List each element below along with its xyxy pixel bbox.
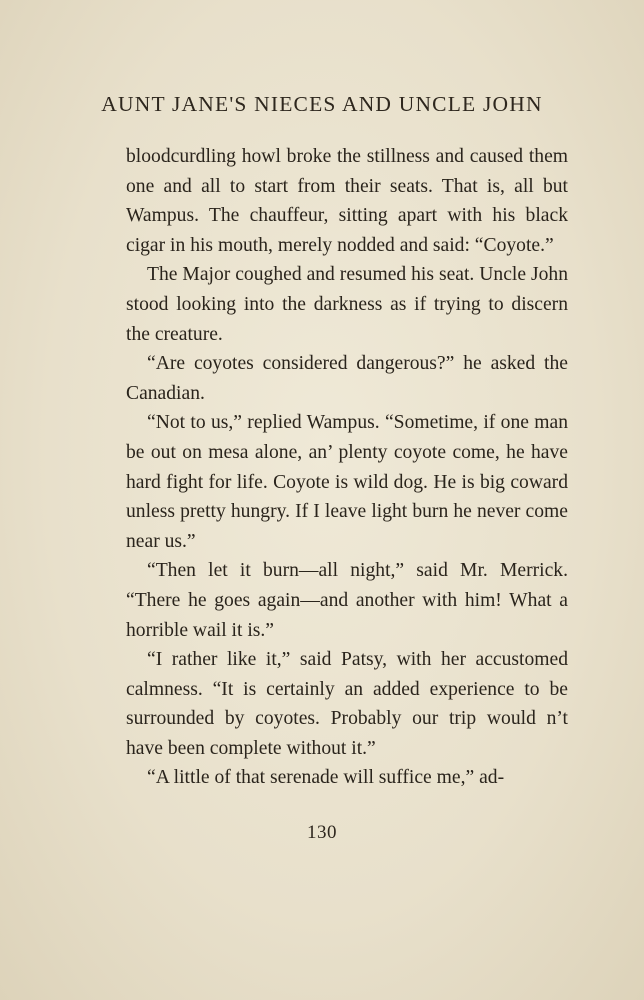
paragraph: “I rather like it,” said Patsy, with her accustomed calmness. “It is certainly an added experience to be surrounded by coyotes. Probably our trip would n’t have been complete without it.” <box>126 649 568 759</box>
running-head: AUNT JANE'S NIECES AND UNCLE JOHN <box>101 92 543 116</box>
paragraph: “A little of that serenade will suffice me,” ad- <box>147 767 505 789</box>
body-text <box>126 142 568 793</box>
paragraph: bloodcurdling howl broke the stillness and caused them one and all to start from their seats. That is, all but Wampus. The chauffeur, sitting apart with his black cigar in his mouth, merely nodded and said: “Coyote.” <box>126 146 568 256</box>
page-number: 130 <box>307 822 337 843</box>
paragraph: The Major coughed and resumed his seat. Uncle John stood looking into the darkness as if trying to discern the creature. <box>126 264 568 345</box>
paragraph: “Are coyotes considered dangerous?” he asked the Canadian. <box>126 353 568 404</box>
paragraph: “Not to us,” replied Wampus. “Sometime, if one man be out on mesa alone, an’ plenty coyote come, he have hard fight for life. Coyote is wild dog. He is big coward unless pretty hungry. If I leave light burn he never come near us.” <box>126 412 568 552</box>
paragraph: “Then let it burn—all night,” said Mr. Merrick. “There he goes again—and another with him! What a horrible wail it is.” <box>126 560 568 641</box>
